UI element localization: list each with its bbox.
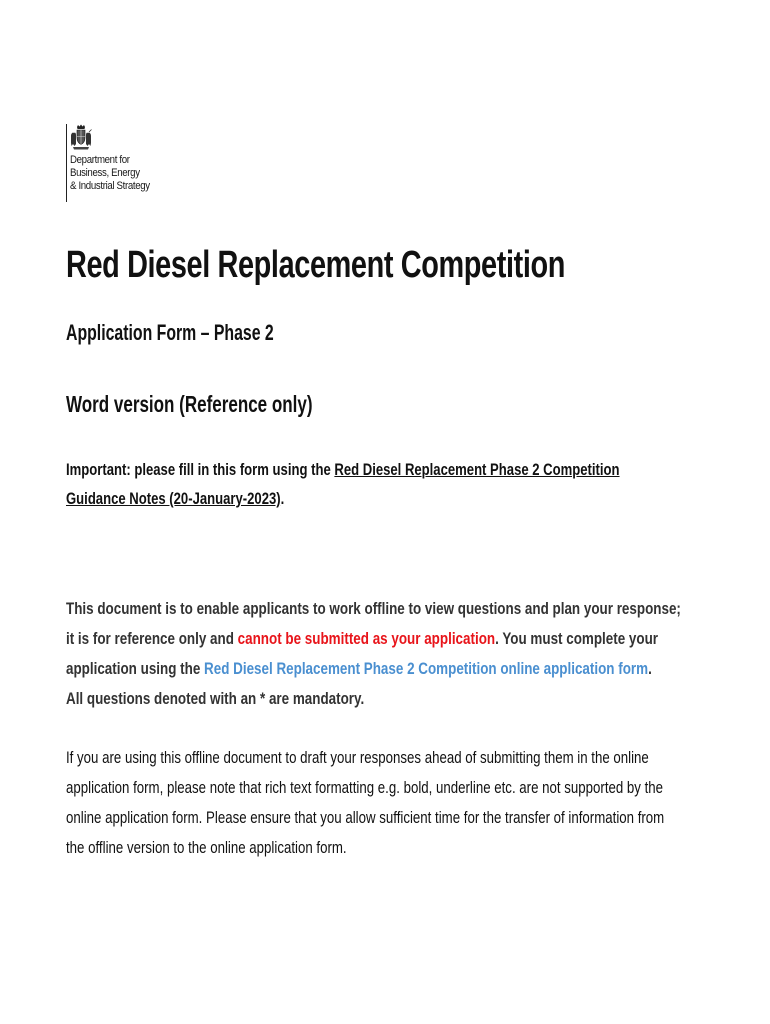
guidance-notes-link-cont[interactable]: Guidance Notes (20-January-2023) — [66, 489, 281, 508]
para2-line-3: online application form. Please ensure that you allow sufficient time for the transfer of information from — [66, 808, 665, 827]
document-subtitle: Application Form – Phase 2 — [66, 320, 274, 345]
para1-line-3 — [66, 654, 681, 684]
important-prefix: Important: please fill in this form using the — [66, 460, 335, 479]
cannot-submit-warning: cannot be submitted as your application — [237, 629, 496, 648]
guidance-notes-link[interactable]: Red Diesel Replacement Phase 2 Competition — [334, 460, 620, 479]
para1-line-2 — [66, 624, 681, 654]
mandatory-questions-note: All questions denoted with an * are mandatory. — [66, 689, 365, 708]
para1-line-1: This document is to enable applicants to work offline to view questions and plan your response; — [66, 599, 681, 618]
royal-coat-of-arms-icon — [70, 124, 92, 150]
online-application-form-link[interactable]: Red Diesel Replacement Phase 2 Competition online application form — [204, 659, 649, 678]
para1-line2-end: . You must complete your — [495, 629, 659, 648]
important-line-2 — [66, 484, 620, 513]
important-line-1 — [66, 455, 620, 484]
offline-notice-paragraph — [66, 594, 681, 714]
para2-line-1: If you are using this offline document to draft your responses ahead of submitting them in the online — [66, 748, 649, 767]
beis-logo — [66, 124, 161, 202]
logo-content — [70, 124, 161, 193]
para2-line-2: application form, please note that rich text formatting e.g. bold, underline etc. are not supported by the — [66, 778, 664, 797]
logo-divider — [66, 124, 67, 202]
important-suffix: . — [280, 489, 285, 508]
para1-line3-start: application using the — [66, 659, 205, 678]
logo-text-line-2: Business, Energy — [70, 167, 140, 179]
para1-line2-start: it is for reference only and — [66, 629, 238, 648]
important-notice — [66, 455, 620, 513]
version-note: Word version (Reference only) — [66, 391, 313, 417]
logo-text-line-1: Department for — [70, 154, 130, 166]
document-title: Red Diesel Replacement Competition — [66, 244, 566, 286]
rich-text-notice-paragraph — [66, 743, 664, 863]
para2-line-4: the offline version to the online application form. — [66, 838, 347, 857]
logo-text-line-3: & Industrial Strategy — [70, 180, 150, 192]
para1-line3-end: . — [648, 659, 652, 678]
